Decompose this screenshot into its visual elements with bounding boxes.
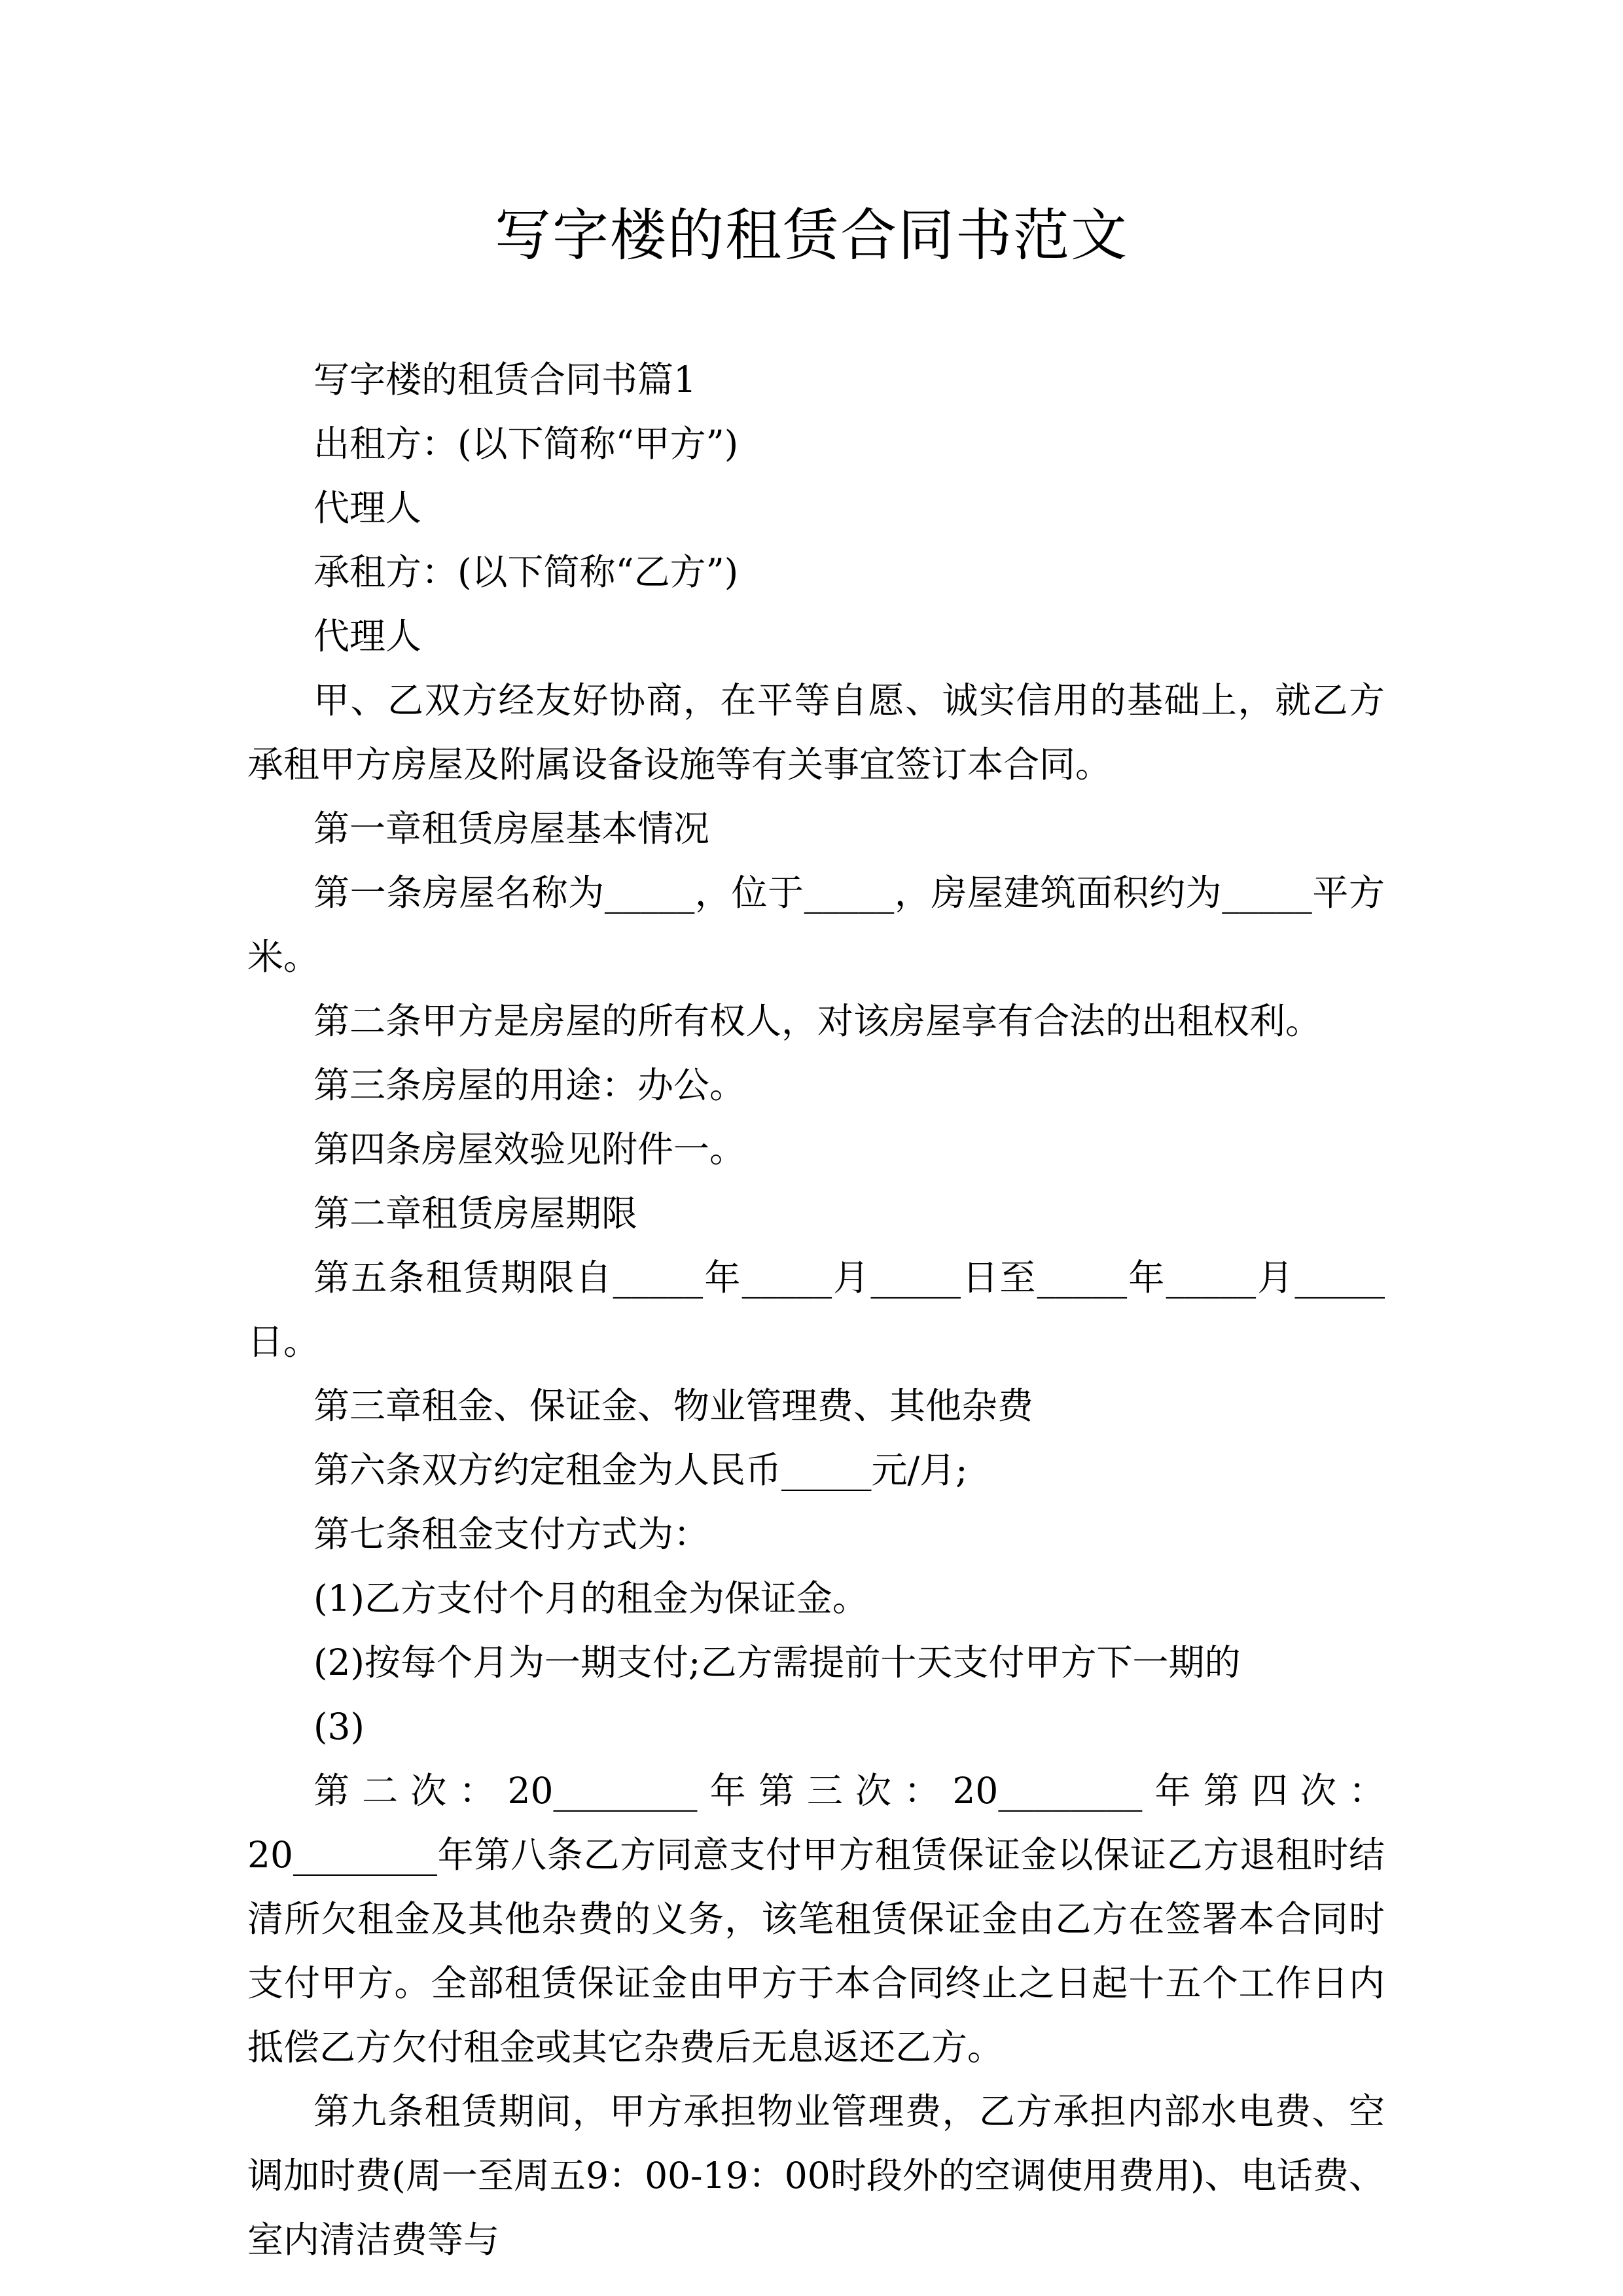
article-7-item-3: (3): [313, 1706, 365, 1748]
document-body: [247, 348, 1385, 2272]
lessor-line: 出租方：(以下简称“甲方”): [313, 423, 739, 465]
article-6: 第六条双方约定租金为人民币_____元/月;: [313, 1449, 968, 1491]
chapter-1-heading: 第一章租赁房屋基本情况: [313, 808, 710, 850]
article-7-item-1: (1)乙方支付个月的租金为保证金。: [313, 1577, 868, 1619]
chapter-3-heading: 第三章租金、保证金、物业管理费、其他杂费: [313, 1385, 1034, 1427]
article-4: 第四条房屋效验见附件一。: [313, 1128, 746, 1170]
article-8-paragraph: 第二次：20________年第三次：20________年第四次：20________年第八条乙方同意支付甲方租赁保证金以保证乙方退租时结清所欠租金及其他杂费的义务，该笔租赁保证金由乙方在签署本合同时支付甲方。全部租赁保证金由甲方于本合同终止之日起十五个工作日内抵偿乙方欠付租金或其它杂费后无息返还乙方。: [247, 1770, 1385, 2068]
chapter-2-heading: 第二章租赁房屋期限: [313, 1193, 638, 1234]
lessee-line: 承租方：(以下简称“乙方”): [313, 551, 739, 593]
article-5: 第五条租赁期限自_____年_____月_____日至_____年_____月_____日。: [247, 1257, 1385, 1363]
article-3: 第三条房屋的用途：办公。: [313, 1064, 746, 1106]
article-1: 第一条房屋名称为_____，位于_____，房屋建筑面积约为_____平方米。: [247, 872, 1385, 978]
document-title: 写字楼的租赁合同书范文: [495, 203, 1128, 268]
lessor-agent-line: 代理人: [313, 487, 422, 529]
article-7: 第七条租金支付方式为：: [313, 1513, 710, 1555]
article-2: 第二条甲方是房屋的所有权人，对该房屋享有合法的出租权利。: [313, 1000, 1322, 1042]
lessee-agent-line: 代理人: [313, 615, 422, 657]
section-heading: 写字楼的租赁合同书篇1: [313, 359, 696, 401]
article-7-item-2: (2)按每个月为一期支付;乙方需提前十天支付甲方下一期的: [313, 1641, 1241, 1683]
article-9-paragraph: 第九条租赁期间，甲方承担物业管理费，乙方承担内部水电费、空调加时费(周一至周五9：00-19：00时段外的空调使用费用)、电话费、室内清洁费等与: [247, 2090, 1385, 2261]
preamble-paragraph: 甲、乙双方经友好协商，在平等自愿、诚实信用的基础上，就乙方承租甲方房屋及附属设备设施等有关事宜签订本合同。: [247, 679, 1385, 785]
